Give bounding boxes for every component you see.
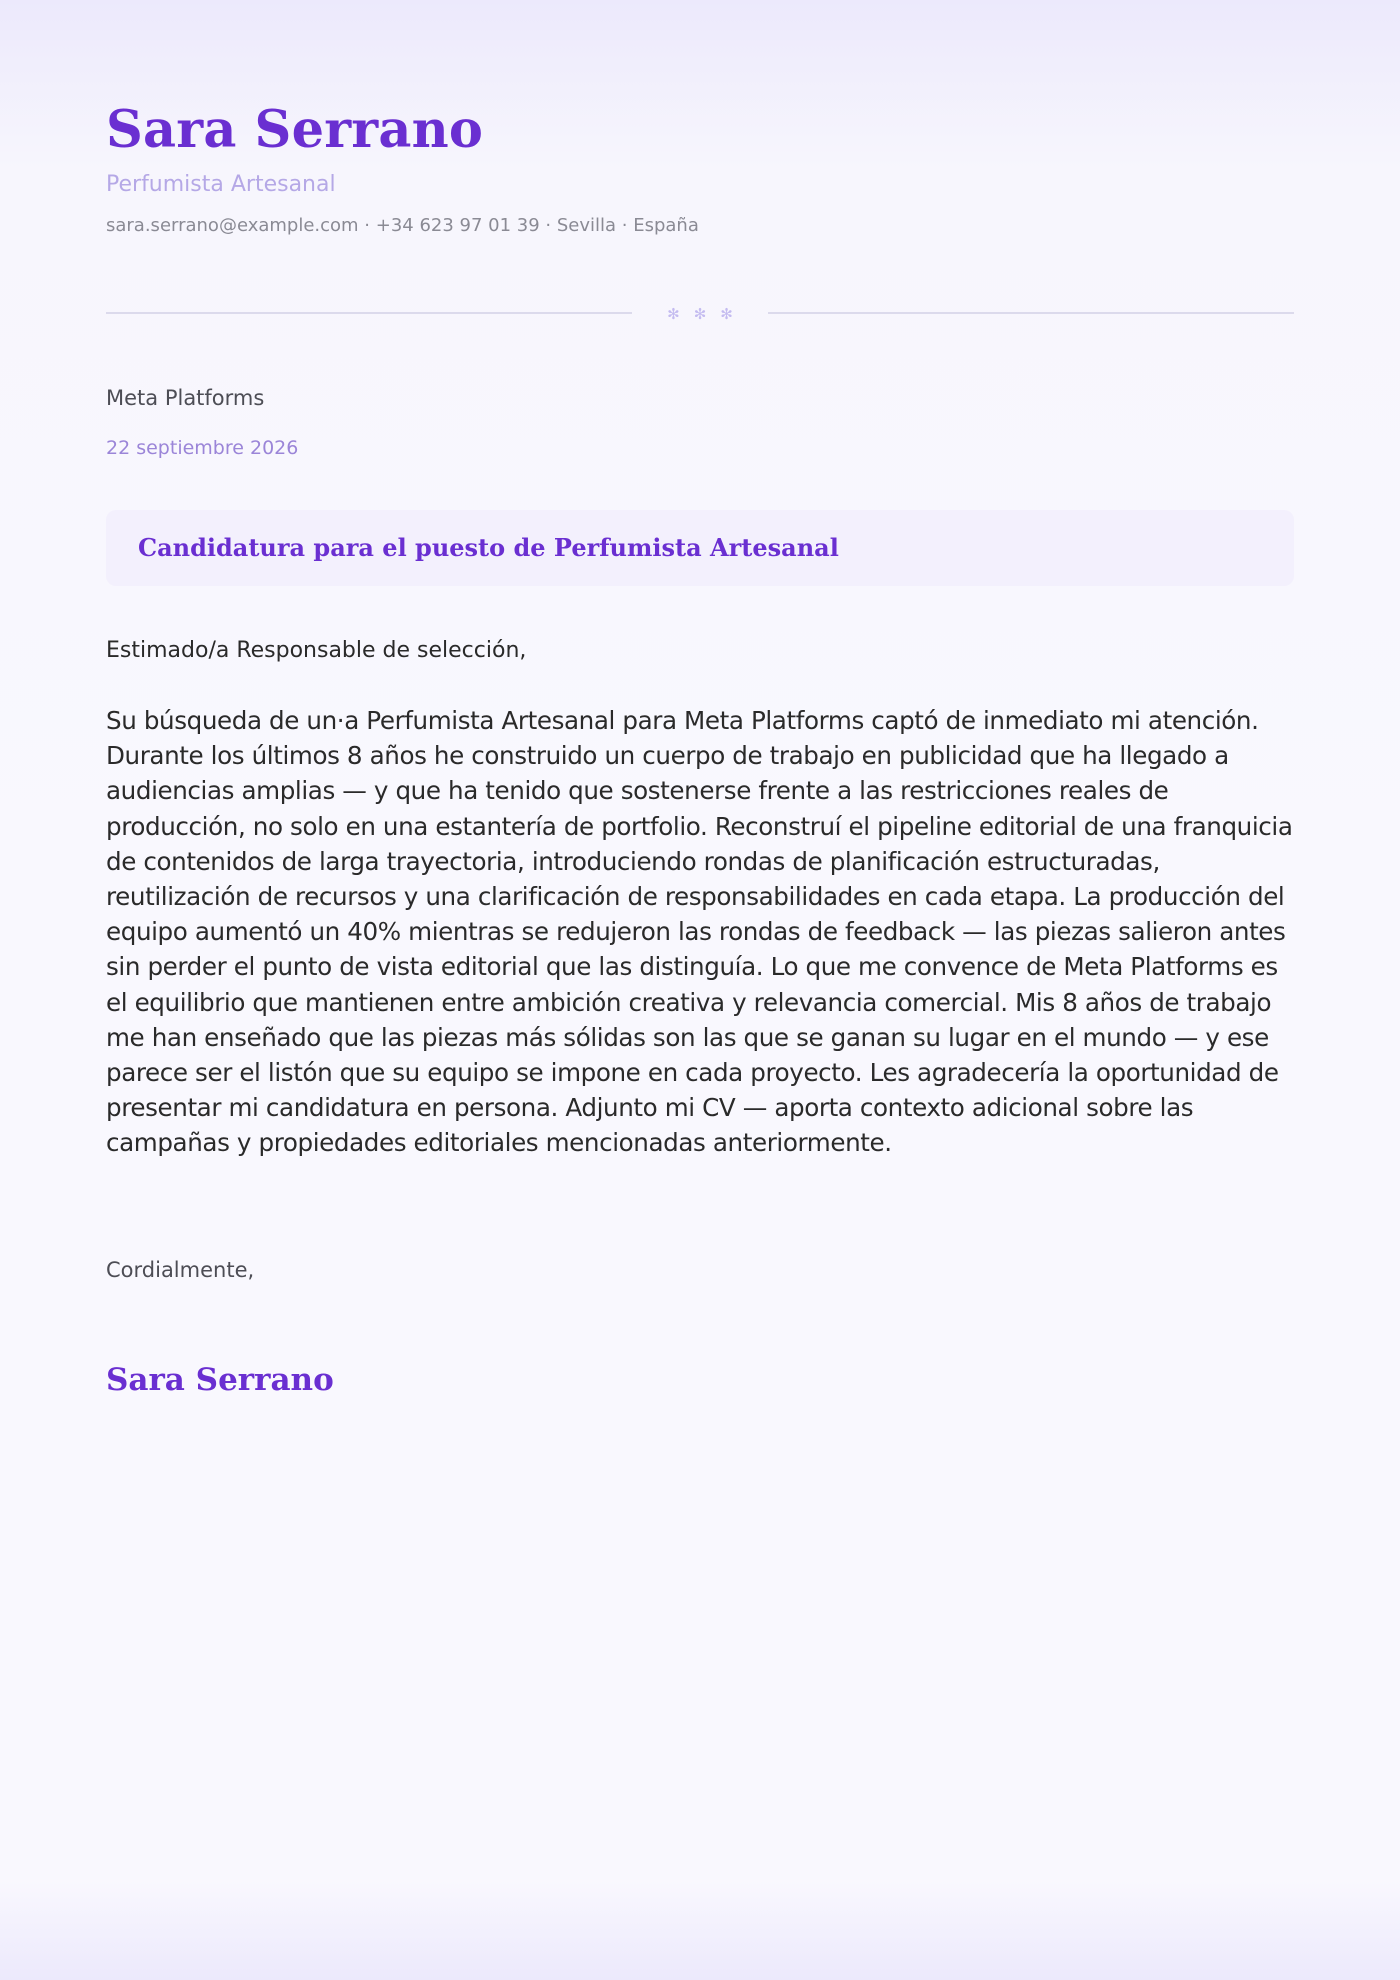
contact-line: sara.serrano@example.com · +34 623 97 01 39 · Sevilla · España (106, 215, 699, 236)
subject-box (106, 510, 1294, 586)
asterisk-icon: ✻ (693, 305, 707, 323)
subject-line: Candidatura para el puesto de Perfumista Artesanal (138, 533, 839, 562)
closing: Cordialmente, (106, 1258, 255, 1282)
salutation: Estimado/a Responsable de selección, (106, 638, 527, 663)
divider-ornament (632, 300, 768, 328)
applicant-role: Perfumista Artesanal (106, 172, 336, 197)
divider-line-right (768, 312, 1294, 314)
recipient-company: Meta Platforms (106, 386, 265, 410)
letter-body: Su búsqueda de un·a Perfumista Artesanal para Meta Platforms captó de inmediato mi atención. Durante los últimos 8 años he construido un cuerpo de trabajo en publicidad que ha llegado a audiencias amplias — y que ha tenido que sostenerse frente a las restricciones reales de producción, no solo en una estantería de portfolio. Reconstruí el pipeline editorial de una franquicia de contenidos de larga trayectoria, introduciendo rondas de planificación estructuradas, reutilización de recursos y una clarificación de responsabilidades en cada etapa. La producción del equipo aumentó un 40% mientras se redujeron las rondas de feedback — las piezas salieron antes sin perder el punto de vista editorial que las distinguía. Lo que me convence de Meta Platforms es el equilibrio que mantienen entre ambición creativa y relevancia comercial. Mis 8 años de trabajo me han enseñado que las piezas más sólidas son las que se ganan su lugar en el mundo — y ese parece ser el listón que su equipo se impone en cada proyecto. Les agradecería la oportunidad de presentar mi candidatura en persona. Adjunto mi CV — aporta contexto adicional sobre las campañas y propiedades editoriales mencionadas anteriormente. (106, 706, 1293, 1158)
asterisk-icon: ✻ (720, 305, 733, 323)
applicant-name: Sara Serrano (106, 100, 484, 160)
divider-line-left (106, 312, 632, 314)
asterisk-icon: ✻ (667, 305, 680, 323)
letter-date: 22 septiembre 2026 (106, 437, 299, 459)
cover-letter (106, 0, 1294, 1980)
signature: Sara Serrano (106, 1362, 334, 1398)
section-divider (106, 300, 1294, 328)
